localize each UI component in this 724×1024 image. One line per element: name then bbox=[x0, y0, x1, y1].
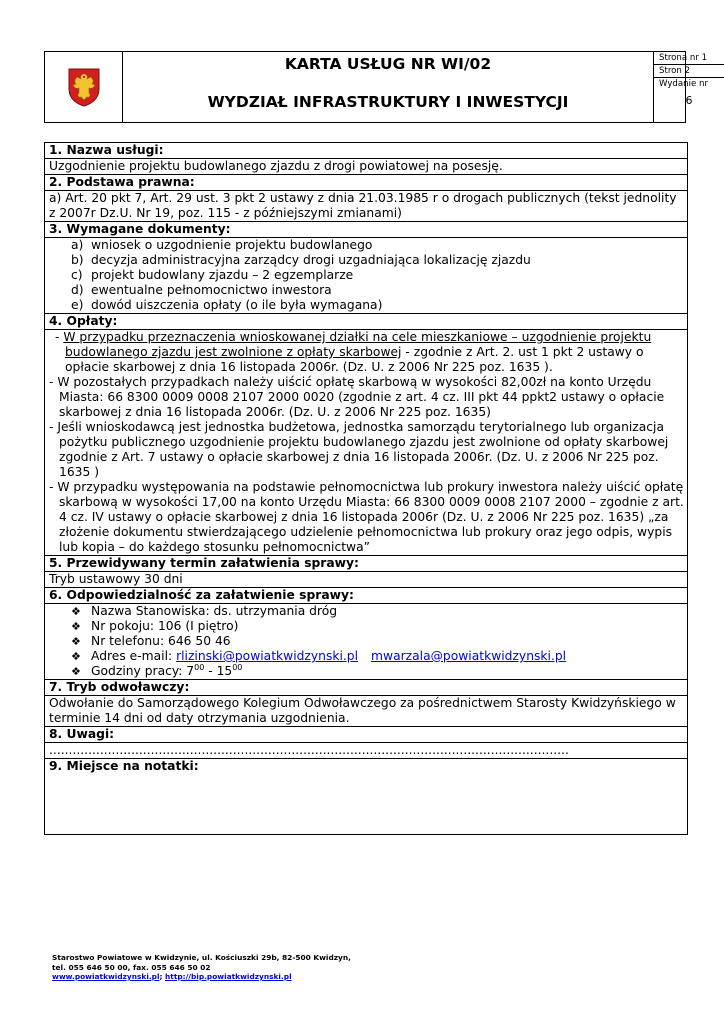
list-item bbox=[49, 604, 684, 619]
list-item bbox=[49, 664, 684, 679]
list-item bbox=[49, 253, 684, 268]
list-item-text: projekt budowlany zjazdu – 2 egzemplarze bbox=[91, 268, 354, 282]
section-legal-basis bbox=[44, 175, 688, 222]
section-heading: 1. Nazwa usługi: bbox=[45, 143, 687, 159]
list-item-text: decyzja administracyjna zarządcy drogi uzgadniająca lokalizację zjazdu bbox=[91, 253, 531, 267]
footer-contact: tel. 055 646 50 00, fax. 055 646 50 02 bbox=[52, 962, 211, 972]
section-heading: 4. Opłaty: bbox=[45, 314, 687, 330]
email-link-1[interactable]: rlizinski@powiatkwidzynski.pl bbox=[176, 649, 359, 663]
contact-list bbox=[49, 604, 684, 679]
edition-label: Wydanie nr bbox=[659, 79, 708, 89]
section-heading: 8. Uwagi: bbox=[45, 727, 687, 743]
list-item bbox=[49, 238, 684, 253]
section-heading: 9. Miejsce na notatki: bbox=[49, 759, 199, 773]
list-item-text: ewentualne pełnomocnictwo inwestora bbox=[91, 283, 332, 297]
footer-address: Starostwo Powiatowe w Kwidzynie, ul. Kościuszki 29b, 82-500 Kwidzyn, bbox=[52, 953, 351, 962]
bip-link[interactable]: http://bip.powiatkwidzynski.pl bbox=[165, 972, 292, 981]
section-required-documents bbox=[44, 222, 688, 314]
working-hours bbox=[71, 664, 684, 679]
section-responsibility bbox=[44, 588, 688, 680]
website-link[interactable]: www.powiatkwidzynski.pl bbox=[52, 972, 160, 981]
list-item bbox=[49, 268, 684, 283]
list-item bbox=[49, 634, 684, 649]
footer-links bbox=[52, 972, 351, 982]
section-deadline bbox=[44, 556, 688, 588]
section-heading: 2. Podstawa prawna: bbox=[45, 175, 687, 191]
document-header bbox=[44, 51, 708, 123]
documents-list bbox=[49, 238, 684, 313]
email-line bbox=[71, 649, 684, 664]
list-item bbox=[49, 283, 684, 298]
card-title: KARTA USŁUG NR WI/02 bbox=[284, 55, 492, 73]
list-item-text: wniosek o uzgodnienie projektu budowlanego bbox=[91, 238, 373, 252]
list-marker: c) bbox=[71, 268, 83, 282]
phone-number: Nr telefonu: 646 50 46 bbox=[91, 634, 231, 648]
position-name: Nazwa Stanowiska: ds. utrzymania dróg bbox=[91, 604, 338, 618]
header-center bbox=[123, 52, 653, 122]
page-info-box bbox=[653, 52, 724, 122]
diamond-bullet-icon: ❖ bbox=[71, 620, 81, 633]
list-item-text: dowód uiszczenia opłaty (o ile była wymagana) bbox=[91, 298, 383, 312]
list-marker: e) bbox=[71, 298, 84, 312]
service-card-table bbox=[44, 142, 688, 835]
section-notes bbox=[44, 727, 688, 759]
list-item bbox=[49, 619, 684, 634]
footer bbox=[52, 953, 351, 982]
fee-paragraph: - Jeśli wnioskodawcą jest jednostka budżetowa, jednostka samorządu terytorialnego lub organizacja pożytku publicznego uzgodnienie projektu budowlanego zjazdu jest zwolnione od opłaty skarbowej zgodnie z Art. 7 ustawy o opłacie skarbowej z dnia 16 listopada 2006r. (Dz. U. z 2006 Nr 225 poz. 1635 ) bbox=[49, 420, 669, 479]
notes-area bbox=[49, 774, 684, 834]
edition-value: 6 bbox=[685, 94, 693, 107]
section-appeal bbox=[44, 680, 688, 727]
hours-label: Godziny pracy: 7 bbox=[91, 664, 195, 678]
department-name: WYDZIAŁ INFRASTRUKTURY I INWESTYCJI bbox=[207, 93, 569, 111]
dotted-line: ..................................................................................................................................... bbox=[49, 743, 569, 757]
fee-paragraph: - W przypadku występowania na podstawie pełnomocnictwa lub prokury inwestora należy uiścić opłatę skarbową w wysokości 17,00 na konto Urzędu Miasta: 66 8300 0009 0008 2107 2000 – zgodnie z art. 4 cz. IV ustawy o opłacie skarbowej z dnia 16 listopada 2006r (Dz. U. z 2006 Nr 225 poz. 1635) „za złożenie dokumentu stwierdzającego udzielenie pełnomocnictwa lub prokury oraz jego odpis, wypis lub kopia – do każdego stosunku pełnomocnictwa” bbox=[49, 480, 684, 554]
page-number: Strona nr 1 bbox=[654, 52, 724, 65]
section-service-name bbox=[44, 142, 688, 175]
section-body: Tryb ustawowy 30 dni bbox=[49, 572, 183, 586]
diamond-bullet-icon: ❖ bbox=[71, 665, 81, 678]
fee-exemption-rest: - zgodnie z Art. 2. ust 1 pkt 2 ustawy o opłacie skarbowej z dnia 16 listopada 2006r. (Dz. U. z 2006 Nr 225 poz. 1635 ). bbox=[65, 345, 644, 374]
logo bbox=[45, 52, 123, 122]
page-count: Stron 2 bbox=[654, 65, 724, 78]
fee-exemption-underlined: W przypadku przeznaczenia wnioskowanej działki na cele mieszkaniowe – uzgodnienie projektu budowlanego zjazdu jest zwolnione z opłaty skarbowej bbox=[63, 330, 652, 359]
fee-paragraph: - W przypadku przeznaczenia wnioskowanej działki na cele mieszkaniowe – uzgodnienie projektu budowlanego zjazdu jest zwolnione z opłaty skarbowej - zgodnie z Art. 2. ust 1 pkt 2 ustawy o opłacie skarbowej z dnia 16 listopada 2006r. (Dz. U. z 2006 Nr 225 poz. 1635 ). bbox=[55, 330, 652, 374]
list-marker: a) bbox=[71, 238, 84, 252]
fee-paragraph: - W pozostałych przypadkach należy uiścić opłatę skarbową w wysokości 82,00zł na konto Urzędu Miasta: 66 8300 0009 0008 2107 2000 0020 (zgodnie z art. 4 cz. III pkt 44 ppkt2 ustawy o opłacie skarbowej z dnia 16 listopada 2006r. (Dz. U. z 2006 Nr 225 poz. 1635) bbox=[49, 375, 665, 419]
email-link-2[interactable]: mwarzala@powiatkwidzynski.pl bbox=[371, 649, 567, 663]
section-body: Odwołanie do Samorządowego Kolegium Odwoławczego za pośrednictwem Starosty Kwidzyńskiego w terminie 14 dni od daty otrzymania uzgodnienia. bbox=[49, 696, 676, 725]
list-item bbox=[49, 298, 684, 313]
list-marker: b) bbox=[71, 253, 84, 267]
section-memo bbox=[44, 759, 688, 835]
section-heading: 5. Przewidywany termin załatwienia sprawy: bbox=[45, 556, 687, 572]
section-fees bbox=[44, 314, 688, 556]
diamond-bullet-icon: ❖ bbox=[71, 635, 81, 648]
list-item bbox=[49, 649, 684, 664]
hours-end: - 15 bbox=[204, 664, 233, 678]
section-body: a) Art. 20 pkt 7, Art. 29 ust. 3 pkt 2 ustawy z dnia 21.03.1985 r o drogach publicznych (tekst jednolity z 2007r Dz.U. Nr 19, poz. 115 - z późniejszymi zmianami) bbox=[49, 191, 677, 220]
hours-start-minutes: 00 bbox=[194, 662, 205, 672]
list-marker: d) bbox=[71, 283, 84, 297]
coat-of-arms-eagle-icon bbox=[67, 67, 101, 107]
section-body: Uzgodnienie projektu budowlanego zjazdu z drogi powiatowej na posesję. bbox=[49, 159, 503, 173]
hours-end-minutes: 00 bbox=[232, 662, 243, 672]
section-heading: 6. Odpowiedzialność za załatwienie sprawy: bbox=[45, 588, 687, 604]
email-label: Adres e-mail: bbox=[91, 649, 177, 663]
link-separator: ; bbox=[159, 972, 166, 981]
section-heading: 3. Wymagane dokumenty: bbox=[45, 222, 687, 238]
room-number: Nr pokoju: 106 (I piętro) bbox=[91, 619, 239, 633]
section-heading: 7. Tryb odwoławczy: bbox=[45, 680, 687, 696]
diamond-bullet-icon: ❖ bbox=[71, 650, 81, 663]
diamond-bullet-icon: ❖ bbox=[71, 605, 81, 618]
